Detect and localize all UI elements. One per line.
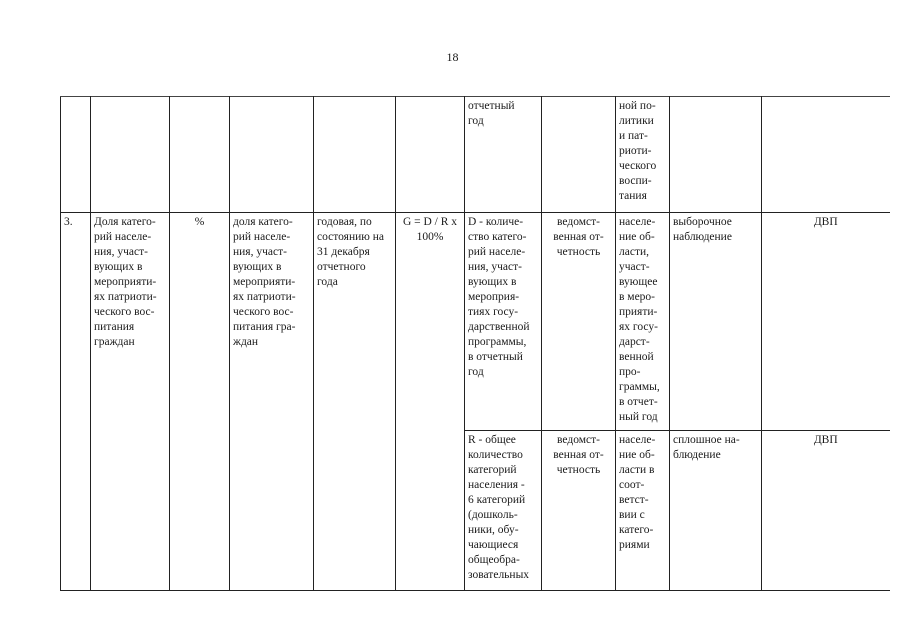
page-number: 18 [446,50,459,64]
cell-name-empty [91,97,170,213]
cell-object-continued: ной по- литики и пат- риоти- ческого воспи- тания [616,97,670,213]
cell-indicator-continued: отчетный год [465,97,542,213]
table-row [61,213,890,431]
cell-object-d: населе- ние об- ласти, участ- вующее в меро- прияти- ях госу- дарст- венной про- граммы, в отчет- ный год [616,213,670,431]
indicator-table [60,96,890,591]
cell-formula-empty [396,97,465,213]
cell-method-empty [542,97,616,213]
cell-observation-r: сплошное на- блюдение [670,431,762,591]
cell-periodicity: годовая, по состоянию на 31 декабря отчетного года [314,213,396,591]
cell-observation-empty [670,97,762,213]
cell-indicator-r: R - общее количество категорий населения - 6 категорий (дошколь- ники, обу- чающиеся общеобра- зовательных [465,431,542,591]
cell-definition: доля катего- рий населе- ния, участ- вующих в мероприяти- ях патриоти- ческого вос- питания гра- ждан [230,213,314,591]
cell-responsible-r: ДВП [762,431,890,591]
cell-method-d: ведомст- венная от- четность [542,213,616,431]
cell-periodicity-empty [314,97,396,213]
cell-row-number: 3. [61,213,91,591]
cell-indicator-d: D - количе- ство катего- рий населе- ния, участ- вующих в мероприя- тиях госу- дарственной программы, в отчетный год [465,213,542,431]
cell-formula: G = D / R x 100% [396,213,465,591]
cell-method-r: ведомст- венная от- четность [542,431,616,591]
cell-indicator-name: Доля катего- рий населе- ния, участ- вующих в мероприяти- ях патриоти- ческого вос- питания граждан [91,213,170,591]
cell-unit: % [170,213,230,591]
cell-observation-d: выборочное наблюдение [670,213,762,431]
cell-num-empty [61,97,91,213]
cell-responsible-d: ДВП [762,213,890,431]
table-row [61,97,890,213]
cell-responsible-empty [762,97,890,213]
cell-object-r: населе- ние об- ласти в соот- ветст- вии с катего- риями [616,431,670,591]
cell-unit-empty [170,97,230,213]
cell-definition-empty [230,97,314,213]
